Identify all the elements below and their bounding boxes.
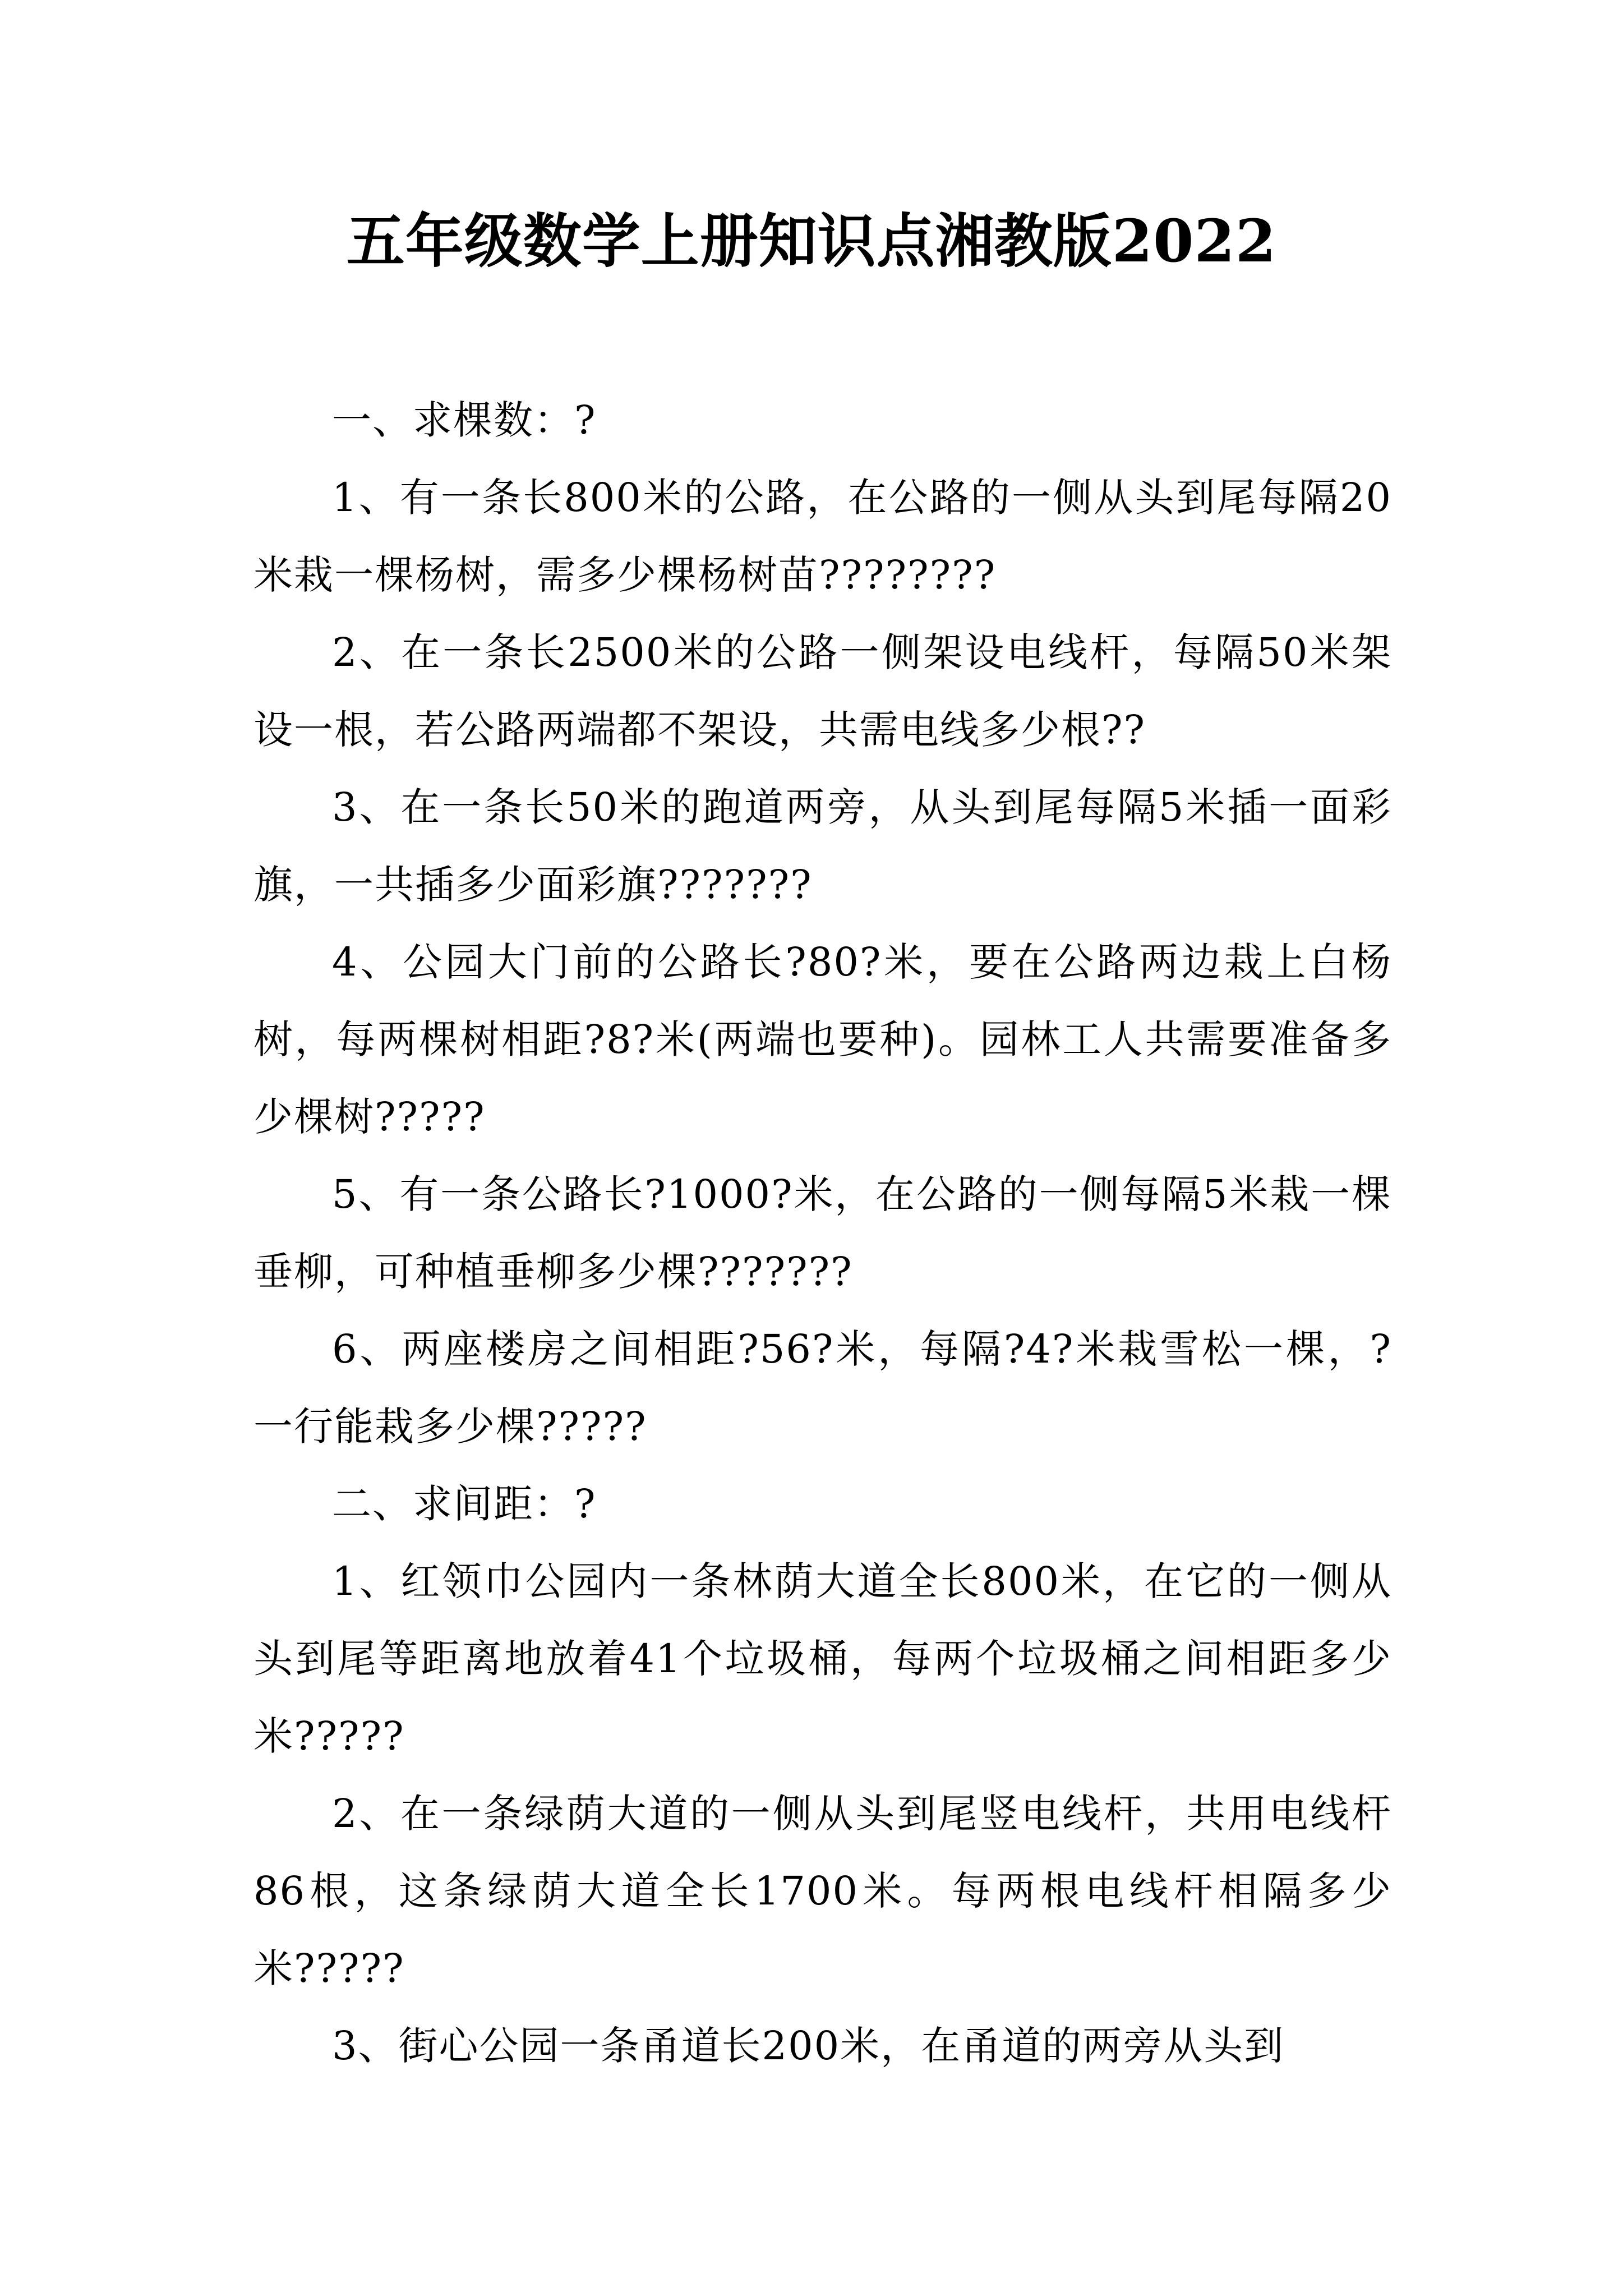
problem-paragraph: 6、两座楼房之间相距?56?米，每隔?4?米栽雪松一棵，?一行能栽多少棵????? [253,1326,1392,1450]
section-heading-spacing: 二、求间距：? [332,1481,597,1527]
document-body [253,381,1392,2085]
section-heading-tree-count: 一、求棵数：? [332,397,597,443]
document-title: 五年级数学上册知识点湘教版2022 [346,206,1277,275]
problem-paragraph: 2、在一条长2500米的公路一侧架设电线杆，每隔50米架设一根，若公路两端都不架设，共需电线多少根?? [253,629,1392,753]
problem-paragraph: 4、公园大门前的公路长?80?米，要在公路两边栽上白杨树，每两棵树相距?8?米(两端也要种)。园林工人共需要准备多少棵树????? [253,939,1392,1140]
problem-paragraph: 3、在一条长50米的跑道两旁，从头到尾每隔5米插一面彩旗，一共插多少面彩旗??????? [253,784,1392,908]
problem-paragraph: 1、红领巾公园内一条林荫大道全长800米，在它的一侧从头到尾等距离地放着41个垃圾桶，每两个垃圾桶之间相距多少米????? [253,1558,1392,1759]
problem-paragraph: 2、在一条绿荫大道的一侧从头到尾竖电线杆，共用电线杆86根，这条绿荫大道全长1700米。每两根电线杆相隔多少米????? [253,1791,1392,1991]
problem-paragraph: 5、有一条公路长?1000?米，在公路的一侧每隔5米栽一棵垂柳，可种植垂柳多少棵??????? [253,1171,1392,1295]
problem-paragraph: 1、有一条长800米的公路，在公路的一侧从头到尾每隔20米栽一棵杨树，需多少棵杨树苗???????? [253,475,1392,598]
problem-paragraph: 3、街心公园一条甬道长200米，在甬道的两旁从头到 [332,2023,1285,2069]
